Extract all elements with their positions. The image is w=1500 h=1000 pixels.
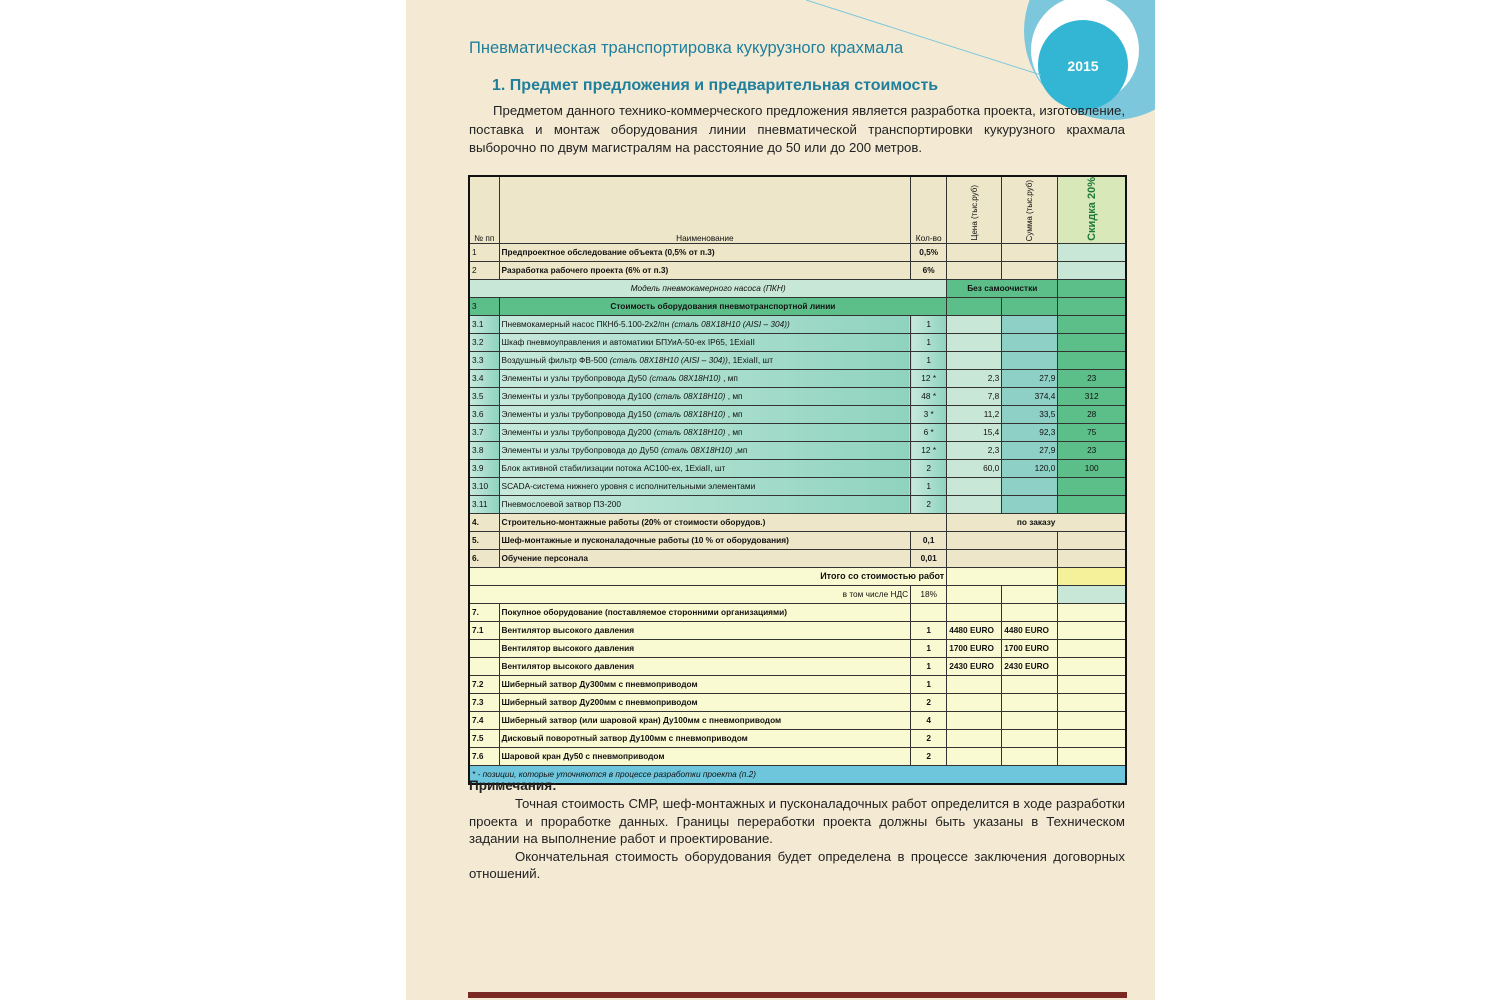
- header-sum: Сумма (тыс.руб): [1025, 179, 1035, 241]
- row4-num: 4.: [469, 513, 499, 531]
- row-sum: [1002, 711, 1058, 729]
- header-price-cell: [947, 176, 1002, 243]
- row-sum: 1700 EURO: [1002, 639, 1058, 657]
- model-label: Модель пневмокамерного насоса (ПКН): [469, 279, 947, 297]
- table-row: [469, 423, 1126, 441]
- row-name: Шиберный затвор (или шаровой кран) Ду100мм с пневмоприводом: [499, 711, 911, 729]
- row7-sum: [1002, 603, 1058, 621]
- row-disc: [1058, 639, 1126, 657]
- row-price: [947, 333, 1002, 351]
- table-row: [469, 711, 1126, 729]
- row6-disc: [1058, 549, 1126, 567]
- row-qty: 1: [911, 639, 947, 657]
- row-qty: 6 *: [911, 423, 947, 441]
- row-qty: 4: [911, 711, 947, 729]
- row-num: 3.9: [469, 459, 499, 477]
- row-disc: [1058, 495, 1126, 513]
- row-disc: [1058, 729, 1126, 747]
- row-sum: [1002, 351, 1058, 369]
- table-row: [469, 243, 1126, 261]
- table-row: [469, 333, 1126, 351]
- row-disc: 23: [1058, 441, 1126, 459]
- header-qty: Кол-во: [911, 176, 947, 243]
- row-price: [947, 351, 1002, 369]
- row-sum: [1002, 315, 1058, 333]
- row-sum: 4480 EURO: [1002, 621, 1058, 639]
- row-qty: 2: [911, 729, 947, 747]
- row6-num: 6.: [469, 549, 499, 567]
- row-price: 2,3: [947, 369, 1002, 387]
- header-discount-cell: [1058, 176, 1126, 243]
- row-sum: [1002, 729, 1058, 747]
- row-name: Предпроектное обследование объекта (0,5% от п.3): [499, 243, 911, 261]
- row-disc: [1058, 675, 1126, 693]
- row-qty: 2: [911, 747, 947, 765]
- row-disc: [1058, 477, 1126, 495]
- row-sum: 374,4: [1002, 387, 1058, 405]
- row-num: 3.4: [469, 369, 499, 387]
- row-disc: [1058, 711, 1126, 729]
- table-header-row: [469, 176, 1126, 243]
- row7-disc: [1058, 603, 1126, 621]
- total-row: [469, 567, 1126, 585]
- row-qty: 1: [911, 657, 947, 675]
- row-sum: [1002, 477, 1058, 495]
- row-price: 15,4: [947, 423, 1002, 441]
- section3-row: [469, 297, 1126, 315]
- row-qty: 1: [911, 315, 947, 333]
- row-disc: [1058, 351, 1126, 369]
- row-name: Вентилятор высокого давления: [499, 657, 911, 675]
- row-name: SCADA-система нижнего уровня с исполнительными элементами: [499, 477, 911, 495]
- model-row: [469, 279, 1126, 297]
- table-row: [469, 729, 1126, 747]
- model-disc: [1058, 279, 1126, 297]
- header-name: Наименование: [499, 176, 911, 243]
- row-qty: 1: [911, 477, 947, 495]
- row-price: 11,2: [947, 405, 1002, 423]
- row-num: 7.3: [469, 693, 499, 711]
- notes-heading: Примечания:: [469, 778, 557, 793]
- row-num: 3.2: [469, 333, 499, 351]
- row7-qty: [911, 603, 947, 621]
- table-row: [469, 477, 1126, 495]
- row-num: 3.8: [469, 441, 499, 459]
- row-qty: 1: [911, 333, 947, 351]
- row-qty: 6%: [911, 261, 947, 279]
- intro-paragraph: Предметом данного технико-коммерческого предложения является разработка проекта, изготовление, поставка и монтаж оборудования линии пневматической транспортировки кукурузного крахмала выборочно по двум магистралям на расстояние до 50 или до 200 метров.: [469, 103, 1125, 155]
- section3-num: 3: [469, 297, 499, 315]
- total-label: Итого со стоимостью работ: [469, 567, 947, 585]
- total-sum: [947, 567, 1058, 585]
- vat-value: 18%: [911, 585, 947, 603]
- row-qty: 2: [911, 459, 947, 477]
- row5-name: Шеф-монтажные и пусконаладочные работы (10 % от оборудования): [499, 531, 911, 549]
- row-price: [947, 747, 1002, 765]
- document-title: Пневматическая транспортировка кукурузного крахмала: [469, 39, 904, 57]
- cost-table: [468, 175, 1127, 785]
- table-row: [469, 621, 1126, 639]
- row-disc: 23: [1058, 369, 1126, 387]
- row-disc: [1058, 261, 1126, 279]
- row-num: 3.7: [469, 423, 499, 441]
- row-qty: 0,5%: [911, 243, 947, 261]
- row-name: Шиберный затвор Ду200мм с пневмоприводом: [499, 693, 911, 711]
- row5-sum: [947, 531, 1058, 549]
- row-sum: [1002, 495, 1058, 513]
- table-row: [469, 441, 1126, 459]
- row-sum: 92,3: [1002, 423, 1058, 441]
- row-name: Пневмослоевой затвор ПЗ-200: [499, 495, 911, 513]
- section-title: 1. Предмет предложения и предварительная стоимость: [492, 77, 939, 94]
- row-qty: 1: [911, 621, 947, 639]
- row-disc: 312: [1058, 387, 1126, 405]
- footer-bar: [468, 992, 1127, 998]
- table-row: [469, 351, 1126, 369]
- row-sum: [1002, 261, 1058, 279]
- row7: [469, 603, 1126, 621]
- row-num: 7.6: [469, 747, 499, 765]
- row-price: 60,0: [947, 459, 1002, 477]
- row-disc: 28: [1058, 405, 1126, 423]
- row-name: Шкаф пневмоуправления и автоматики БПУиА-50-ех IP65, 1ExiaII: [499, 333, 911, 351]
- row-num: 3.1: [469, 315, 499, 333]
- row-num: 2: [469, 261, 499, 279]
- row4: [469, 513, 1126, 531]
- row-qty: 1: [911, 351, 947, 369]
- row-num: 3.10: [469, 477, 499, 495]
- row-name: Блок активной стабилизации потока АС100-ех, 1ExiaII, шт: [499, 459, 911, 477]
- row-price: 7,8: [947, 387, 1002, 405]
- footnote-row: [469, 765, 1126, 784]
- section3-name: Стоимость оборудования пневмотранспортной линии: [499, 297, 947, 315]
- row-disc: 75: [1058, 423, 1126, 441]
- row-num: 7.4: [469, 711, 499, 729]
- row-price: 2,3: [947, 441, 1002, 459]
- row-price: [947, 261, 1002, 279]
- row4-name: Строительно-монтажные работы (20% от стоимости оборудов.): [499, 513, 947, 531]
- row-price: 1700 EURO: [947, 639, 1002, 657]
- table-row: [469, 657, 1126, 675]
- vat-disc: [1058, 585, 1126, 603]
- row4-value: по заказу: [947, 513, 1126, 531]
- row5-num: 5.: [469, 531, 499, 549]
- notes-body: [469, 795, 1125, 883]
- row-sum: [1002, 333, 1058, 351]
- row-price: [947, 729, 1002, 747]
- row-num: [469, 657, 499, 675]
- table-row: [469, 387, 1126, 405]
- row-price: [947, 243, 1002, 261]
- table-row: [469, 369, 1126, 387]
- table-row: [469, 459, 1126, 477]
- section3-sum: [1002, 297, 1058, 315]
- row-disc: [1058, 747, 1126, 765]
- row6-qty: 0,01: [911, 549, 947, 567]
- row7-name: Покупное оборудование (поставляемое сторонними организациями): [499, 603, 911, 621]
- row5: [469, 531, 1126, 549]
- row-name: Шаровой кран Ду50 с пневмоприводом: [499, 747, 911, 765]
- row-disc: [1058, 315, 1126, 333]
- section3-disc: [1058, 297, 1126, 315]
- row-sum: 2430 EURO: [1002, 657, 1058, 675]
- row-qty: 2: [911, 693, 947, 711]
- row-price: [947, 495, 1002, 513]
- row-disc: [1058, 657, 1126, 675]
- row-name: Элементы и узлы трубопровода Ду50 (сталь 08Х18Н10) , мп: [499, 369, 911, 387]
- table-row: [469, 693, 1126, 711]
- row-disc: [1058, 243, 1126, 261]
- header-num: № пп: [469, 176, 499, 243]
- document-page: [406, 0, 1155, 1000]
- row-num: 1: [469, 243, 499, 261]
- row-name: Шиберный затвор Ду300мм с пневмоприводом: [499, 675, 911, 693]
- table-row: [469, 405, 1126, 423]
- row5-qty: 0,1: [911, 531, 947, 549]
- vat-label: в том числе НДС: [469, 585, 911, 603]
- row-name: Пневмокамерный насос ПКНб-5.100-2х2/пн (сталь 08Х18Н10 (AISI – 304)): [499, 315, 911, 333]
- row-name: Вентилятор высокого давления: [499, 639, 911, 657]
- vat-sum: [1002, 585, 1058, 603]
- vat-price: [947, 585, 1002, 603]
- table-row: [469, 747, 1126, 765]
- row-qty: 1: [911, 675, 947, 693]
- table-row: [469, 261, 1126, 279]
- row-qty: 2: [911, 495, 947, 513]
- row-name: Элементы и узлы трубопровода Ду200 (сталь 08Х18Н10) , мп: [499, 423, 911, 441]
- row-qty: 12 *: [911, 369, 947, 387]
- section3-price: [947, 297, 1002, 315]
- row7-num: 7.: [469, 603, 499, 621]
- row6: [469, 549, 1126, 567]
- header-price: Цена (тыс.руб): [969, 185, 979, 241]
- row-price: 2430 EURO: [947, 657, 1002, 675]
- row-sum: [1002, 243, 1058, 261]
- row-qty: 3 *: [911, 405, 947, 423]
- row-num: 7.1: [469, 621, 499, 639]
- table-row: [469, 495, 1126, 513]
- purchased-rows: [469, 621, 1126, 765]
- row-price: [947, 693, 1002, 711]
- row-name: Элементы и узлы трубопровода Ду100 (сталь 08Х18Н10) , мп: [499, 387, 911, 405]
- row-num: 3.11: [469, 495, 499, 513]
- row-name: Вентилятор высокого давления: [499, 621, 911, 639]
- row-qty: 48 *: [911, 387, 947, 405]
- notes-paragraph-1: Точная стоимость СМР, шеф-монтажных и пусконаладочных работ определится в ходе разработки проекта и проработке данных. Границы переработки проекта должны быть указаны в Техническом задании на выполнение работ и проектирование.: [469, 796, 1125, 846]
- row-name: Элементы и узлы трубопровода Ду150 (сталь 08Х18Н10) , мп: [499, 405, 911, 423]
- row-name: Воздушный фильтр ФВ-500 (сталь 08Х18Н10 (AISI – 304)), 1ExiaII, шт: [499, 351, 911, 369]
- header-discount: Скидка 20%: [1085, 177, 1098, 241]
- vat-row: [469, 585, 1126, 603]
- row-sum: [1002, 675, 1058, 693]
- row-price: [947, 315, 1002, 333]
- row5-disc: [1058, 531, 1126, 549]
- row-num: 3.5: [469, 387, 499, 405]
- row7-price: [947, 603, 1002, 621]
- row-sum: [1002, 693, 1058, 711]
- row-num: [469, 639, 499, 657]
- notes-paragraph-2: Окончательная стоимость оборудования будет определена в процессе заключения договорных отношений.: [469, 848, 1125, 881]
- equipment-rows: [469, 315, 1126, 513]
- row-price: [947, 477, 1002, 495]
- table-row: [469, 315, 1126, 333]
- row-sum: 27,9: [1002, 441, 1058, 459]
- row-sum: 120,0: [1002, 459, 1058, 477]
- row-num: 3.3: [469, 351, 499, 369]
- row-sum: 27,9: [1002, 369, 1058, 387]
- table-row: [469, 639, 1126, 657]
- row-num: 7.5: [469, 729, 499, 747]
- row-name: Дисковый поворотный затвор Ду100мм с пневмоприводом: [499, 729, 911, 747]
- row6-sum: [947, 549, 1058, 567]
- total-disc: [1058, 567, 1126, 585]
- row-price: [947, 675, 1002, 693]
- row-price: [947, 711, 1002, 729]
- footnote: * - позиции, которые уточняются в процессе разработки проекта (п.2): [469, 765, 1126, 784]
- model-value: Без самоочистки: [947, 279, 1058, 297]
- row-num: 7.2: [469, 675, 499, 693]
- table-row: [469, 675, 1126, 693]
- year-label: 2015: [1067, 58, 1099, 74]
- row-disc: [1058, 621, 1126, 639]
- row6-name: Обучение персонала: [499, 549, 911, 567]
- row-price: 4480 EURO: [947, 621, 1002, 639]
- row-disc: [1058, 693, 1126, 711]
- row-name: Разработка рабочего проекта (6% от п.3): [499, 261, 911, 279]
- row-num: 3.6: [469, 405, 499, 423]
- row-name: Элементы и узлы трубопровода до Ду50 (сталь 08Х18Н10) ,мп: [499, 441, 911, 459]
- row-sum: 33,5: [1002, 405, 1058, 423]
- row-disc: [1058, 333, 1126, 351]
- row-qty: 12 *: [911, 441, 947, 459]
- row-disc: 100: [1058, 459, 1126, 477]
- row-sum: [1002, 747, 1058, 765]
- header-sum-cell: [1002, 176, 1058, 243]
